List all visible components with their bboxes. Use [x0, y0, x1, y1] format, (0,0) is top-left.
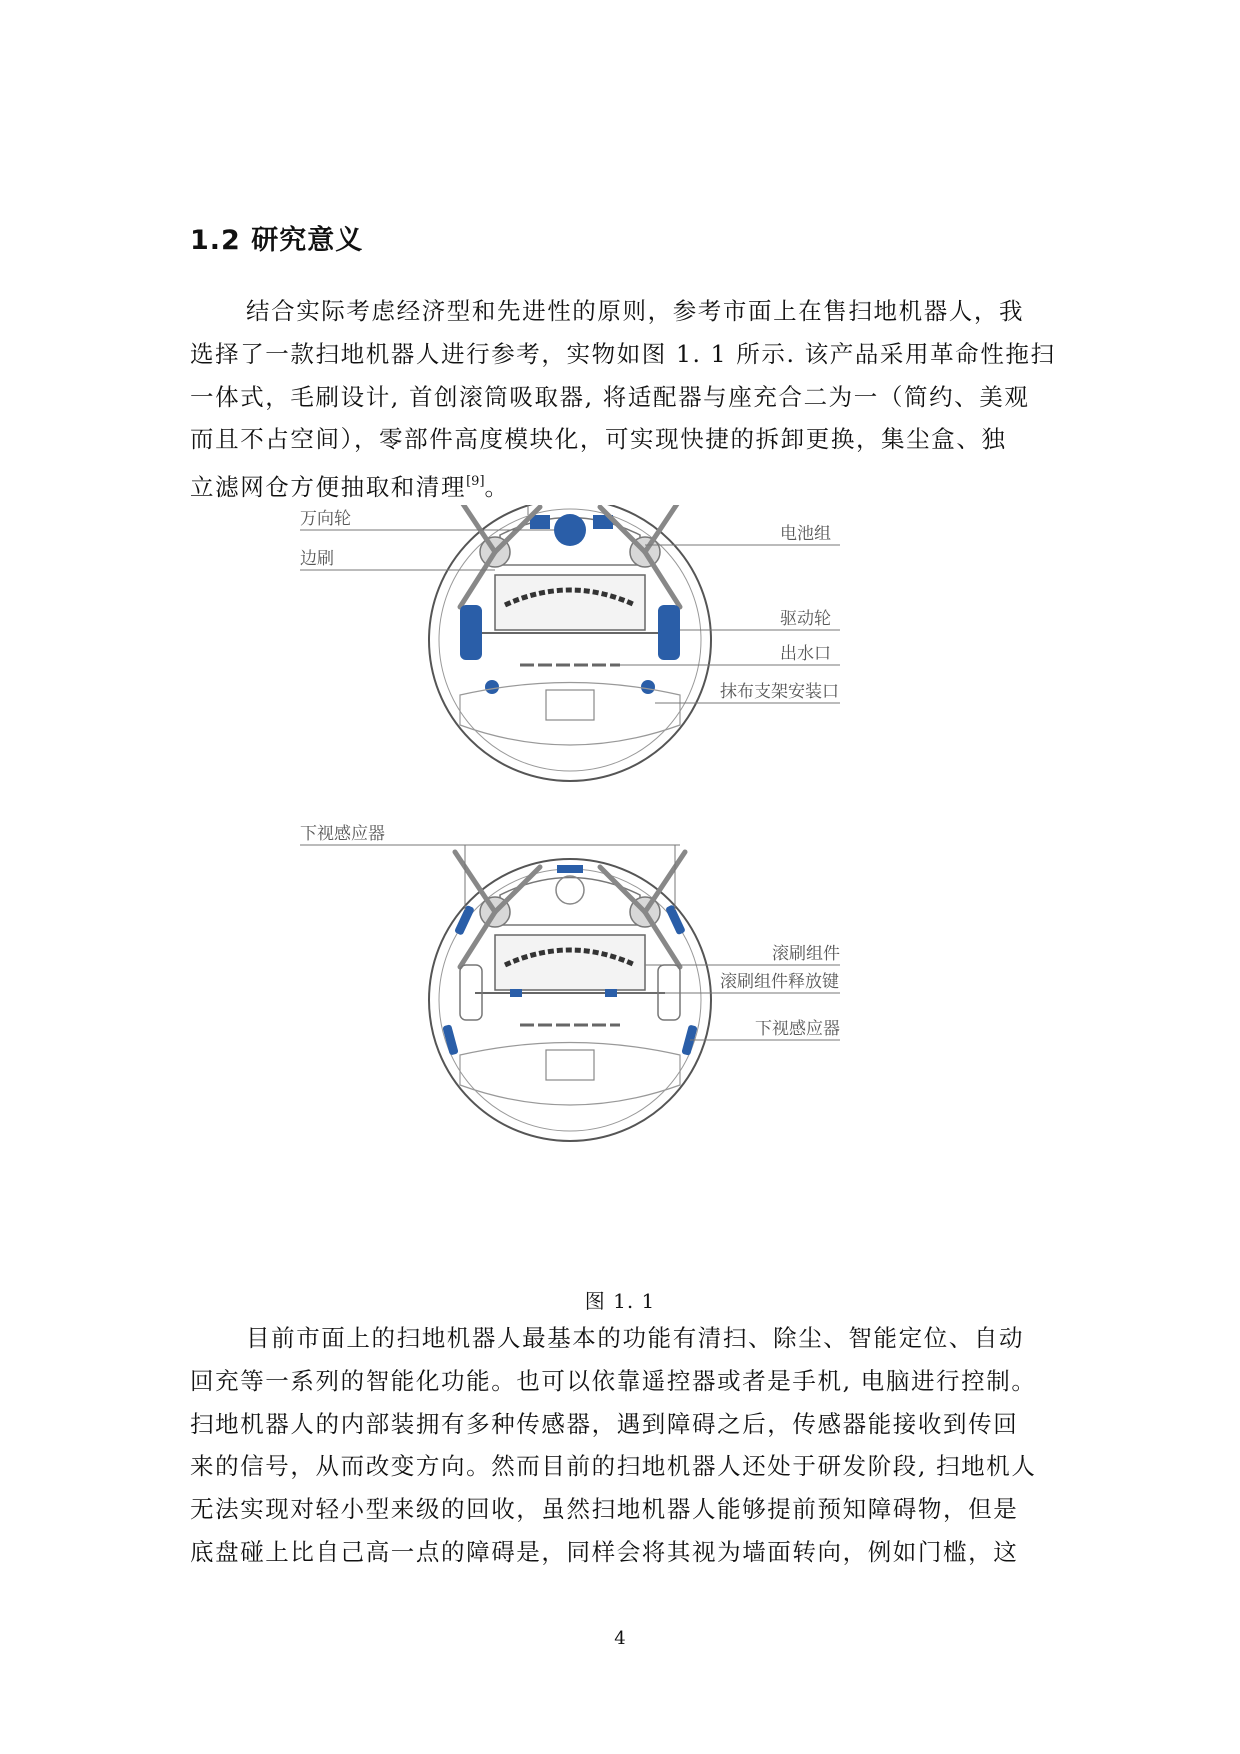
- roller-release-key: [605, 989, 617, 997]
- label-battery: 电池组: [780, 524, 831, 544]
- page-number: 4: [614, 1628, 626, 1649]
- robot-bottom-view: [300, 845, 840, 1141]
- paragraph-line: 回充等一系列的智能化功能。也可以依靠遥控器或者是手机, 电脑进行控制。: [190, 1366, 1037, 1395]
- paragraph-line: 结合实际考虑经济型和先进性的原则，参考市面上在售扫地机器人，我: [246, 297, 1025, 325]
- cliff-sensor-front: [557, 865, 583, 873]
- mop-mount-right: [641, 680, 655, 694]
- paragraph-line: 扫地机器人的内部装拥有多种传感器，遇到障碍之后，传感器能接收到传回: [190, 1409, 1019, 1438]
- robot-figure: [300, 505, 980, 1265]
- caster-wheel: [554, 514, 586, 546]
- paragraph-line: 一体式，毛刷设计, 首创滚筒吸取器, 将适配器与座充合二为一（简约、美观: [190, 382, 1030, 411]
- paragraph-line: 而且不占空间），零部件高度模块化，可实现快捷的拆卸更换，集尘盒、独: [190, 425, 1007, 454]
- paragraph-line-text: 立滤网仓方便抽取和清理: [190, 473, 467, 502]
- citation-ref: [9]: [466, 474, 485, 490]
- paragraph-line: 目前市面上的扫地机器人最基本的功能有清扫、除尘、智能定位、自动: [246, 1324, 1025, 1352]
- figure-caption: 图 1. 1: [584, 1289, 656, 1313]
- paragraph-line: 来的信号，从而改变方向。然而目前的扫地机器人还处于研发阶段, 扫地机人: [190, 1452, 1037, 1481]
- label-roller-brush: 滚刷组件: [772, 944, 840, 964]
- label-mop-mount: 抹布支架安装口: [720, 682, 839, 702]
- label-water-outlet: 出水口: [780, 644, 831, 664]
- paragraph-intro: [190, 290, 1056, 509]
- paragraph-line: 选择了一款扫地机器人进行参考，实物如图 1. 1 所示. 该产品采用革命性拖扫: [190, 339, 1056, 368]
- drive-wheel-left: [460, 605, 482, 660]
- paragraph-line-last: [190, 461, 1056, 509]
- drive-wheel-right: [658, 605, 680, 660]
- section-heading: 1.2 研究意义: [190, 225, 364, 256]
- label-cliff-sensor-side: 下视感应器: [755, 1019, 840, 1039]
- paragraph-line: 无法实现对轻小型来级的回收，虽然扫地机器人能够提前预知障碍物，但是: [190, 1495, 1019, 1524]
- label-drive-wheel: 驱动轮: [780, 609, 831, 629]
- label-caster-wheel: 万向轮: [300, 509, 351, 529]
- paragraph-line: 底盘碰上比自己高一点的障碍是，同样会将其视为墙面转向，例如门槛，这: [190, 1537, 1019, 1566]
- label-cliff-sensor-top: 下视感应器: [300, 824, 385, 844]
- paragraph-functions: [190, 1317, 1056, 1574]
- label-roller-release: 滚刷组件释放键: [720, 972, 839, 992]
- paragraph-line-tail: 。: [484, 473, 510, 502]
- mop-mount-left: [485, 680, 499, 694]
- robot-top-view: [300, 505, 840, 781]
- robot-diagram: [300, 505, 980, 1265]
- label-side-brush: 边刷: [300, 549, 334, 569]
- roller-release-key: [510, 989, 522, 997]
